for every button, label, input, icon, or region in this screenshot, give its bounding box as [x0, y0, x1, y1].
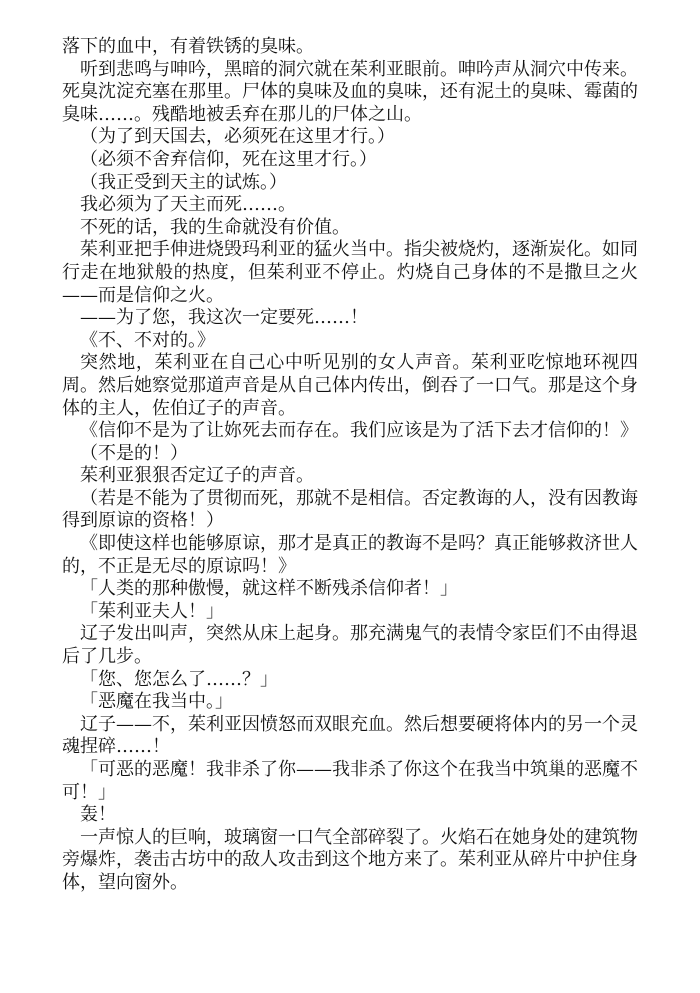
paragraph: （若是不能为了贯彻而死，那就不是相信。否定教诲的人，没有因教诲得到原谅的资格！） [62, 487, 638, 532]
paragraph: （必须不舍弃信仰，死在这里才行。） [80, 148, 377, 170]
paragraph: 「茱利亚夫人！」 [80, 600, 224, 622]
paragraph: 落下的血中，有着铁锈的臭味。 [62, 36, 314, 57]
paragraph: ——为了您，我这次一定要死……！ [80, 307, 368, 329]
paragraph: 「人类的那种傲慢，就这样不断残杀信仰者！」 [80, 578, 458, 600]
paragraph: （为了到天国去，必须死在这里才行。） [80, 126, 395, 148]
paragraph: 不死的话，我的生命就没有价值。 [80, 216, 350, 238]
paragraph: 《不、不对的。》 [80, 329, 215, 351]
paragraph: 「您、您怎么了……？」 [80, 668, 278, 690]
paragraph: 听到悲鸣与呻吟，黑暗的洞穴就在茱利亚眼前。呻吟声从洞穴中传来。死臭沈淀充塞在那里。尸体的臭味及血的臭味，还有泥土的臭味、霉菌的臭味……。残酷地被丢弃在那儿的尸体之山。 [62, 58, 638, 125]
paragraph: 突然地，茱利亚在自己心中听见别的女人声音。茱利亚吃惊地环视四周。然后她察觉那道声音是从自己体内传出，倒吞了一口气。那是这个身体的主人，佐伯辽子的声音。 [62, 352, 638, 419]
paragraph: 我必须为了天主而死……。 [80, 194, 296, 216]
paragraph: 茱利亚狠狠否定辽子的声音。 [80, 465, 314, 487]
paragraph: 《即使这样也能够原谅，那才是真正的教诲不是吗？真正能够救济世人的，不正是无尽的原谅吗！》 [62, 533, 638, 577]
paragraph: 「可恶的恶魔！我非杀了你——我非杀了你这个在我当中筑巢的恶魔不可！」 [62, 759, 638, 803]
paragraph: 《信仰不是为了让妳死去而存在。我们应该是为了活下去才信仰的！》 [80, 420, 638, 442]
paragraph: （不是的！） [80, 442, 188, 464]
paragraph: 辽子发出叫声，突然从床上起身。那充满鬼气的表情令家臣们不由得退后了几步。 [62, 623, 638, 668]
paragraph: 辽子——不，茱利亚因愤怒而双眼充血。然后想要硬将体内的另一个灵魂捏碎……！ [62, 713, 638, 758]
paragraph: 一声惊人的巨响，玻璃窗一口气全部碎裂了。火焰石在她身处的建筑物旁爆炸，袭击古坊中的敌人攻击到这个地方来了。茱利亚从碎片中护住身体，望向窗外。 [62, 826, 638, 893]
paragraph: 「恶魔在我当中。」 [80, 691, 233, 713]
document-page [62, 36, 638, 895]
paragraph: 茱利亚把手伸进烧毁玛利亚的猛火当中。指尖被烧灼，逐渐炭化。如同行走在地狱般的热度，但茱利亚不停止。灼烧自己身体的不是撒旦之火——而是信仰之火。 [62, 239, 638, 306]
paragraph: 轰！ [80, 804, 116, 826]
paragraph: （我正受到天主的试炼。） [80, 171, 287, 193]
